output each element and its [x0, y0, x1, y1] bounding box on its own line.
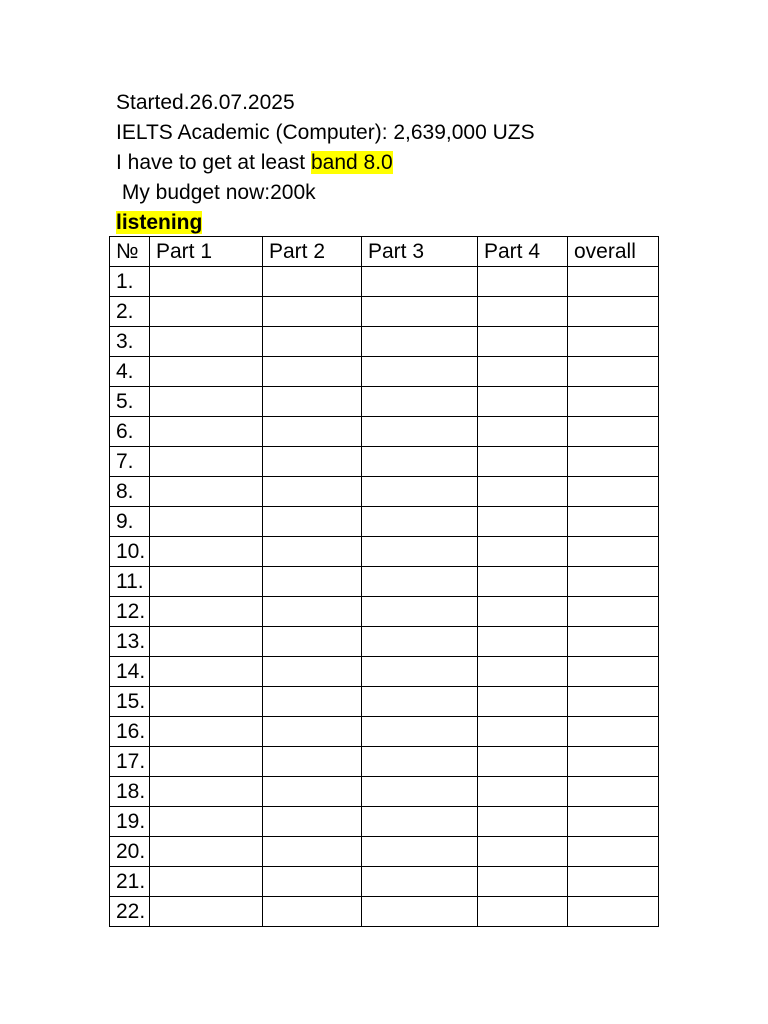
score-cell-overall[interactable] — [568, 807, 659, 837]
table-row — [110, 837, 659, 867]
target-band-prefix: I have to get at least — [116, 151, 311, 174]
header-cell-part-2: Part 2 — [263, 237, 362, 267]
row-number-cell: 22. — [110, 897, 150, 927]
row-number-cell: 10. — [110, 537, 150, 567]
row-number-cell: 3. — [110, 327, 150, 357]
score-cell-part-3[interactable] — [362, 807, 478, 837]
row-number-cell: 17. — [110, 747, 150, 777]
table-row — [110, 447, 659, 477]
table-row — [110, 657, 659, 687]
score-cell-part-1[interactable] — [150, 327, 263, 357]
score-cell-overall[interactable] — [568, 267, 659, 297]
score-cell-part-3[interactable] — [362, 717, 478, 747]
score-cell-part-4[interactable] — [478, 777, 568, 807]
score-cell-part-1[interactable] — [150, 477, 263, 507]
row-number-cell: 13. — [110, 627, 150, 657]
score-cell-overall[interactable] — [568, 687, 659, 717]
score-cell-overall[interactable] — [568, 597, 659, 627]
score-cell-overall[interactable] — [568, 627, 659, 657]
score-cell-part-3[interactable] — [362, 537, 478, 567]
row-number-cell: 19. — [110, 807, 150, 837]
score-cell-part-4[interactable] — [478, 567, 568, 597]
score-cell-overall[interactable] — [568, 567, 659, 597]
score-cell-overall[interactable] — [568, 447, 659, 477]
score-cell-overall[interactable] — [568, 387, 659, 417]
score-cell-part-3[interactable] — [362, 897, 478, 927]
score-cell-part-1[interactable] — [150, 687, 263, 717]
score-cell-part-4[interactable] — [478, 657, 568, 687]
score-cell-part-4[interactable] — [478, 387, 568, 417]
table-row — [110, 627, 659, 657]
score-cell-part-2[interactable] — [263, 357, 362, 387]
score-cell-part-2[interactable] — [263, 627, 362, 657]
score-cell-part-3[interactable] — [362, 477, 478, 507]
table-row — [110, 747, 659, 777]
score-cell-part-1[interactable] — [150, 297, 263, 327]
score-cell-part-4[interactable] — [478, 687, 568, 717]
score-cell-part-3[interactable] — [362, 387, 478, 417]
score-cell-part-3[interactable] — [362, 297, 478, 327]
score-cell-overall[interactable] — [568, 747, 659, 777]
table-row — [110, 567, 659, 597]
row-number-cell: 12. — [110, 597, 150, 627]
score-cell-part-4[interactable] — [478, 537, 568, 567]
score-cell-part-1[interactable] — [150, 447, 263, 477]
score-cell-part-1[interactable] — [150, 777, 263, 807]
header-cell-part-1: Part 1 — [150, 237, 263, 267]
score-cell-part-1[interactable] — [150, 867, 263, 897]
score-cell-part-3[interactable] — [362, 837, 478, 867]
score-cell-overall[interactable] — [568, 357, 659, 387]
score-cell-part-2[interactable] — [263, 897, 362, 927]
listening-score-table — [109, 236, 659, 927]
score-cell-part-4[interactable] — [478, 717, 568, 747]
score-cell-part-3[interactable] — [362, 597, 478, 627]
table-row — [110, 477, 659, 507]
row-number-cell: 9. — [110, 507, 150, 537]
row-number-cell: 21. — [110, 867, 150, 897]
score-cell-part-1[interactable] — [150, 567, 263, 597]
row-number-cell: 5. — [110, 387, 150, 417]
score-cell-part-3[interactable] — [362, 417, 478, 447]
score-cell-part-3[interactable] — [362, 447, 478, 477]
table-row — [110, 297, 659, 327]
table-row — [110, 897, 659, 927]
score-cell-overall[interactable] — [568, 477, 659, 507]
score-cell-part-1[interactable] — [150, 357, 263, 387]
table-row — [110, 537, 659, 567]
row-number-cell: 15. — [110, 687, 150, 717]
table-row — [110, 717, 659, 747]
score-cell-part-3[interactable] — [362, 687, 478, 717]
row-number-cell: 4. — [110, 357, 150, 387]
score-cell-part-4[interactable] — [478, 897, 568, 927]
document-header-lines — [116, 88, 535, 238]
score-cell-part-3[interactable] — [362, 777, 478, 807]
score-cell-overall[interactable] — [568, 327, 659, 357]
score-cell-part-1[interactable] — [150, 267, 263, 297]
row-number-cell: 11. — [110, 567, 150, 597]
score-cell-part-4[interactable] — [478, 477, 568, 507]
row-number-cell: 18. — [110, 777, 150, 807]
score-cell-part-2[interactable] — [263, 267, 362, 297]
header-cell-overall: overall — [568, 237, 659, 267]
score-cell-part-1[interactable] — [150, 657, 263, 687]
score-cell-overall[interactable] — [568, 297, 659, 327]
score-cell-part-3[interactable] — [362, 507, 478, 537]
exam-fee-line: IELTS Academic (Computer): 2,639,000 UZS — [116, 121, 535, 144]
table-body — [110, 267, 659, 927]
header-cell-part-4: Part 4 — [478, 237, 568, 267]
table-row — [110, 777, 659, 807]
score-cell-part-2[interactable] — [263, 867, 362, 897]
table-row — [110, 507, 659, 537]
score-cell-overall[interactable] — [568, 837, 659, 867]
score-cell-part-3[interactable] — [362, 267, 478, 297]
score-cell-part-2[interactable] — [263, 777, 362, 807]
score-cell-part-3[interactable] — [362, 747, 478, 777]
score-cell-part-1[interactable] — [150, 807, 263, 837]
score-cell-part-1[interactable] — [150, 627, 263, 657]
score-cell-part-1[interactable] — [150, 387, 263, 417]
score-cell-part-1[interactable] — [150, 747, 263, 777]
score-cell-part-4[interactable] — [478, 597, 568, 627]
start-date-line: Started.26.07.2025 — [116, 91, 295, 114]
score-cell-part-4[interactable] — [478, 267, 568, 297]
header-cell-number: № — [110, 237, 150, 267]
row-number-cell: 1. — [110, 267, 150, 297]
score-cell-part-2[interactable] — [263, 507, 362, 537]
score-cell-part-2[interactable] — [263, 477, 362, 507]
score-cell-part-2[interactable] — [263, 837, 362, 867]
score-cell-part-1[interactable] — [150, 837, 263, 867]
score-cell-part-4[interactable] — [478, 807, 568, 837]
score-cell-overall[interactable] — [568, 777, 659, 807]
score-cell-part-4[interactable] — [478, 447, 568, 477]
score-cell-overall[interactable] — [568, 537, 659, 567]
score-cell-part-4[interactable] — [478, 417, 568, 447]
row-number-cell: 8. — [110, 477, 150, 507]
score-cell-part-3[interactable] — [362, 327, 478, 357]
score-cell-part-1[interactable] — [150, 717, 263, 747]
row-number-cell: 20. — [110, 837, 150, 867]
score-cell-overall[interactable] — [568, 507, 659, 537]
score-cell-overall[interactable] — [568, 897, 659, 927]
score-cell-part-4[interactable] — [478, 747, 568, 777]
score-cell-part-4[interactable] — [478, 867, 568, 897]
table-row — [110, 417, 659, 447]
listening-heading: listening — [116, 211, 203, 234]
target-band-line — [116, 148, 535, 178]
score-cell-part-2[interactable] — [263, 747, 362, 777]
table-row — [110, 807, 659, 837]
score-cell-part-4[interactable] — [478, 297, 568, 327]
score-cell-part-3[interactable] — [362, 627, 478, 657]
target-band-highlight: band 8.0 — [310, 151, 393, 174]
score-cell-part-2[interactable] — [263, 387, 362, 417]
header-cell-part-3: Part 3 — [362, 237, 478, 267]
score-cell-part-4[interactable] — [478, 357, 568, 387]
score-cell-part-3[interactable] — [362, 657, 478, 687]
table-row — [110, 327, 659, 357]
row-number-cell: 2. — [110, 297, 150, 327]
score-cell-part-4[interactable] — [478, 507, 568, 537]
score-cell-overall[interactable] — [568, 717, 659, 747]
score-cell-part-3[interactable] — [362, 357, 478, 387]
table-header-row — [110, 237, 659, 267]
score-cell-part-4[interactable] — [478, 327, 568, 357]
score-cell-part-1[interactable] — [150, 417, 263, 447]
score-cell-part-2[interactable] — [263, 717, 362, 747]
score-cell-part-2[interactable] — [263, 687, 362, 717]
row-number-cell: 16. — [110, 717, 150, 747]
row-number-cell: 7. — [110, 447, 150, 477]
score-cell-part-1[interactable] — [150, 597, 263, 627]
table-row — [110, 387, 659, 417]
table-row — [110, 867, 659, 897]
table-row — [110, 357, 659, 387]
score-cell-part-2[interactable] — [263, 537, 362, 567]
score-cell-part-2[interactable] — [263, 657, 362, 687]
table-row — [110, 597, 659, 627]
score-cell-part-2[interactable] — [263, 447, 362, 477]
table-row — [110, 687, 659, 717]
budget-line: My budget now:200k — [116, 181, 316, 204]
score-cell-part-1[interactable] — [150, 507, 263, 537]
score-cell-part-4[interactable] — [478, 837, 568, 867]
score-cell-part-1[interactable] — [150, 537, 263, 567]
score-cell-part-2[interactable] — [263, 567, 362, 597]
section-heading-line — [116, 208, 535, 238]
score-cell-part-3[interactable] — [362, 867, 478, 897]
score-cell-part-2[interactable] — [263, 807, 362, 837]
row-number-cell: 14. — [110, 657, 150, 687]
row-number-cell: 6. — [110, 417, 150, 447]
score-cell-part-3[interactable] — [362, 567, 478, 597]
score-cell-part-2[interactable] — [263, 417, 362, 447]
score-cell-part-2[interactable] — [263, 597, 362, 627]
score-cell-part-2[interactable] — [263, 297, 362, 327]
score-cell-overall[interactable] — [568, 867, 659, 897]
score-cell-overall[interactable] — [568, 657, 659, 687]
score-cell-part-4[interactable] — [478, 627, 568, 657]
score-cell-overall[interactable] — [568, 417, 659, 447]
score-cell-part-2[interactable] — [263, 327, 362, 357]
score-cell-part-1[interactable] — [150, 897, 263, 927]
table-row — [110, 267, 659, 297]
